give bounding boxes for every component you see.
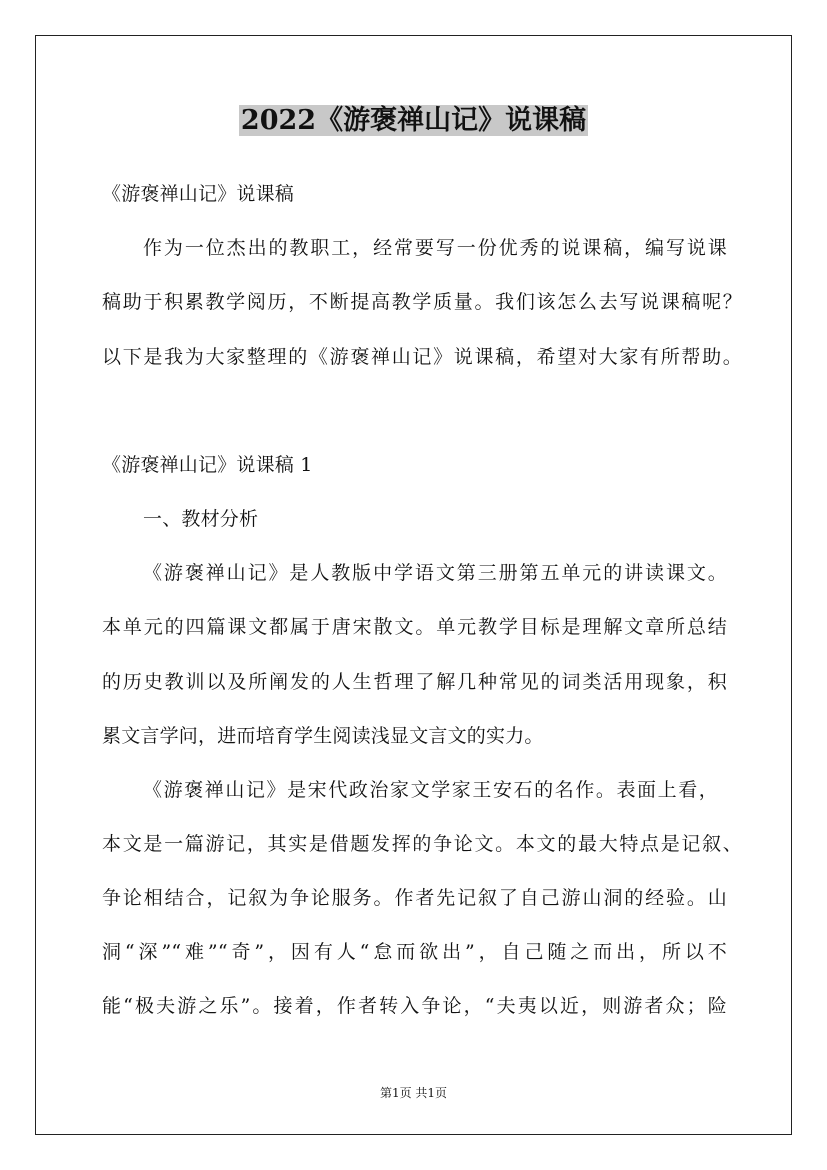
text-line: 本文是一篇游记，其实是借题发挥的争论文。本文的最大特点是记叙、	[102, 833, 742, 855]
text-line: 《游褒禅山记》是宋代政治家文学家王安石的名作。表面上看，	[143, 779, 718, 801]
subsection-heading: 一、教材分析	[143, 508, 259, 530]
text-line: 作为一位杰出的教职工，经常要写一份优秀的说课稿，编写说课	[143, 237, 727, 259]
text-line: 的历史教训以及所阐发的人生哲理了解几种常见的词类活用现象，积	[102, 671, 727, 693]
section-heading: 《游褒禅山记》说课稿 1	[102, 454, 313, 476]
text-line: 本单元的四篇课文都属于唐宋散文。单元教学目标是理解文章所总结	[102, 616, 727, 638]
text-line: 稿助于积累教学阅历，不断提高教学质量。我们该怎么去写说课稿呢？	[102, 291, 742, 313]
text-line: 以下是我为大家整理的《游褒禅山记》说课稿，希望对大家有所帮助。	[102, 346, 742, 368]
page-number-footer: 第1页 共1页	[379, 1086, 448, 1100]
text-line: 累文言学问，进而培育学生阅读浅显文言文的实力。	[102, 725, 544, 747]
text-line: 能“极夫游之乐”。接着，作者转入争论，“夫夷以近，则游者众；险	[102, 995, 727, 1017]
text-line: 《游褒禅山记》是人教版中学语文第三册第五单元的讲读课文。	[143, 562, 727, 584]
text-line: 《游褒禅山记》说课稿	[102, 183, 295, 205]
document-title: 2022《游褒禅山记》说课稿	[240, 105, 587, 136]
text-line: 争论相结合，记叙为争论服务。作者先记叙了自己游山洞的经验。山	[102, 887, 727, 909]
text-line: 洞“深”“难”“奇”，因有人“怠而欲出”，自己随之而出，所以不	[102, 941, 727, 963]
